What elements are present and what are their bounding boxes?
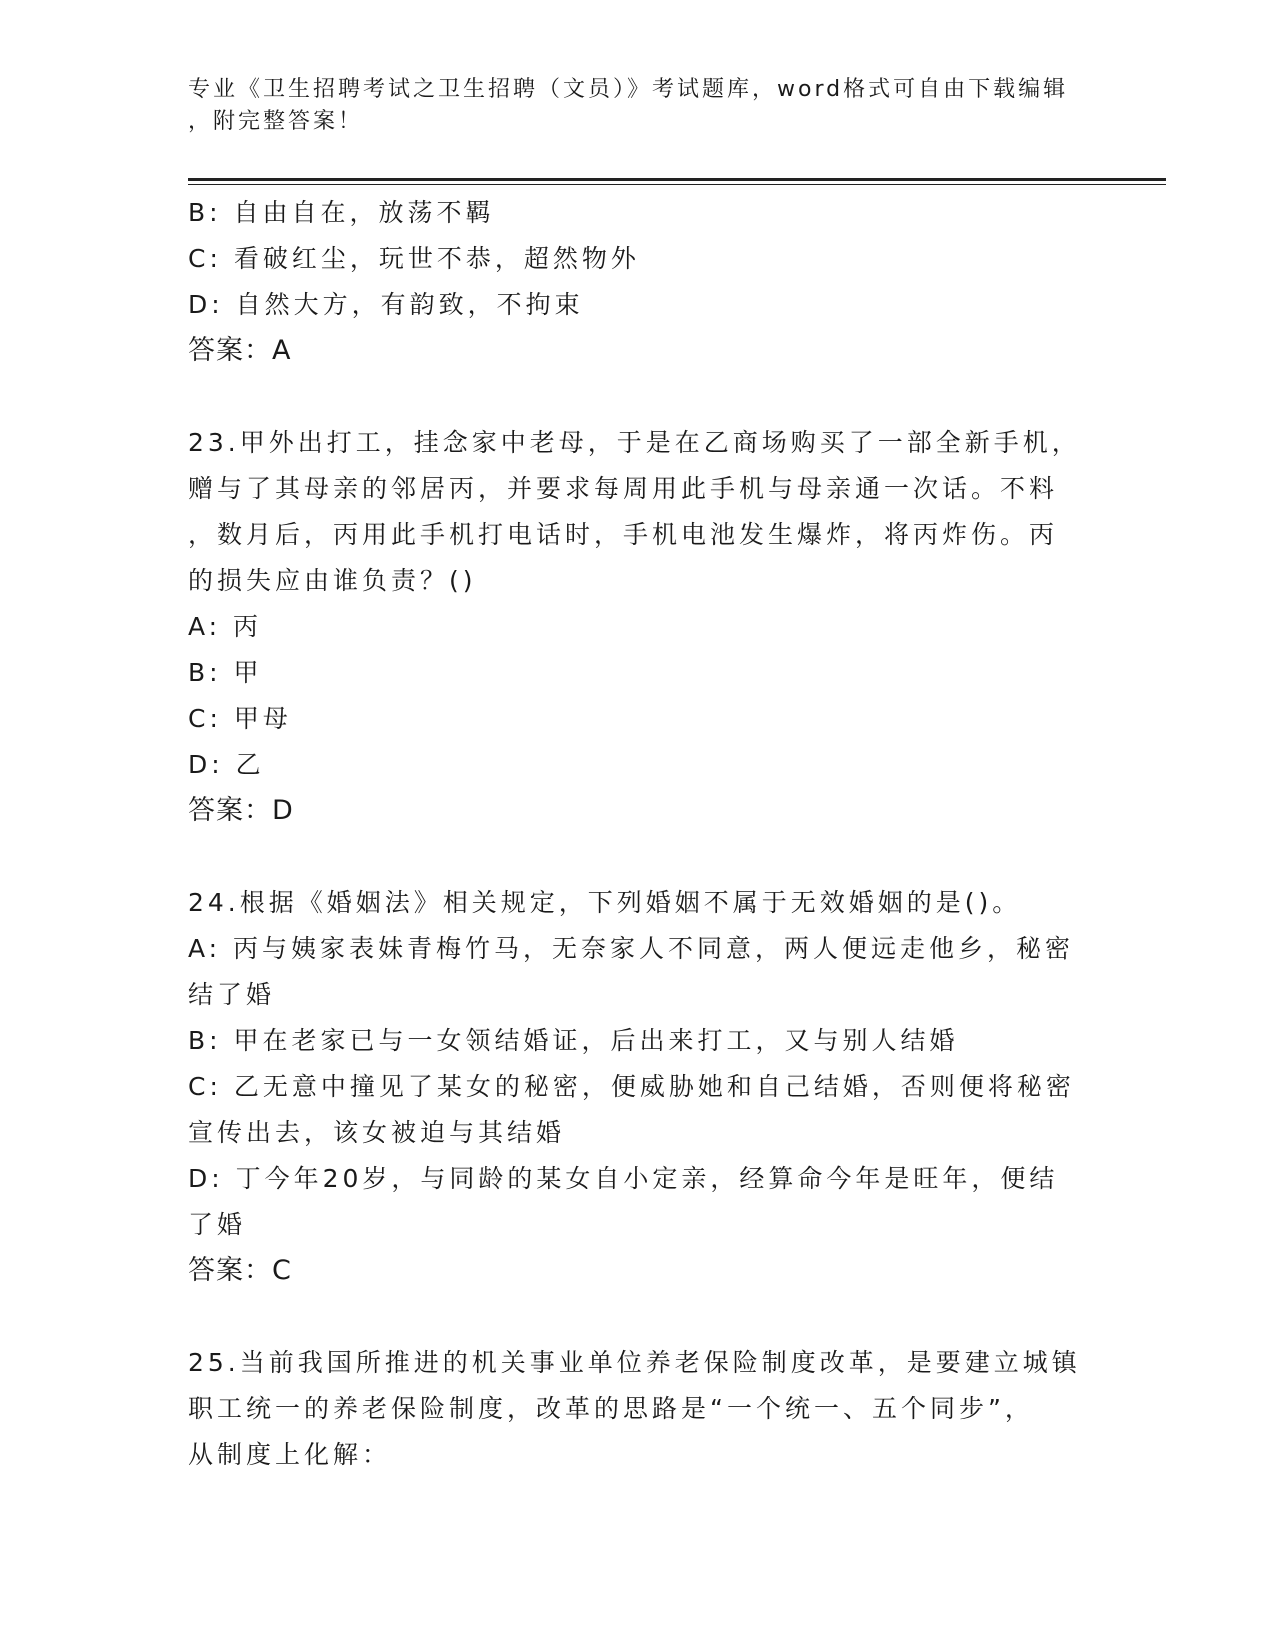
question-stem: 从制度上化解：: [188, 1440, 392, 1469]
question-stem: 25.当前我国所推进的机关事业单位养老保险制度改革，是要建立城镇: [188, 1348, 1081, 1377]
header-rule-thick: [188, 178, 1166, 181]
option-d-continued: 了婚: [188, 1210, 247, 1239]
question-stem: 的损失应由谁负责？(): [188, 566, 477, 595]
question-25: [188, 1340, 1088, 1478]
question-24: [188, 880, 1088, 1294]
question-stem: 23.甲外出打工，挂念家中老母，于是在乙商场购买了一部全新手机，: [188, 428, 1081, 457]
option-b: B: 甲: [188, 658, 263, 687]
option-c-continued: 宣传出去，该女被迫与其结婚: [188, 1118, 566, 1147]
header-rule-thin: [188, 184, 1166, 185]
header-line-2: ，附完整答案！: [188, 109, 364, 134]
answer-label: 答案：D: [188, 795, 294, 826]
option-d: D: 乙: [188, 750, 265, 779]
option-b: B: 自由自在，放荡不羁: [188, 198, 495, 227]
question-stem: 赠与了其母亲的邻居丙，并要求每周用此手机与母亲通一次话。不料: [188, 474, 1059, 503]
option-b: B: 甲在老家已与一女领结婚证，后出来打工，又与别人结婚: [188, 1026, 959, 1055]
spacer: [188, 374, 1088, 420]
option-c: C: 看破红尘，玩世不恭，超然物外: [188, 244, 640, 273]
option-c: C: 甲母: [188, 704, 292, 733]
question-stem: ，数月后，丙用此手机打电话时，手机电池发生爆炸，将丙炸伤。丙: [188, 520, 1059, 549]
question-stem: 24.根据《婚姻法》相关规定，下列婚姻不属于无效婚姻的是()。: [188, 888, 1022, 917]
option-d: D: 自然大方，有韵致，不拘束: [188, 290, 584, 319]
option-a: A: 丙: [188, 612, 263, 641]
option-d: D: 丁今年20岁，与同龄的某女自小定亲，经算命今年是旺年，便结: [188, 1164, 1059, 1193]
option-a-continued: 结了婚: [188, 980, 276, 1009]
question-22: [188, 190, 1088, 374]
answer-label: 答案：A: [188, 335, 292, 366]
document-header: [188, 74, 1078, 138]
option-a: A: 丙与姨家表妹青梅竹马，无奈家人不同意，两人便远走他乡，秘密: [188, 934, 1075, 963]
spacer: [188, 1294, 1088, 1340]
option-c: C: 乙无意中撞见了某女的秘密，便威胁她和自己结婚，否则便将秘密: [188, 1072, 1075, 1101]
document-body: [188, 190, 1088, 1478]
answer-label: 答案：C: [188, 1255, 292, 1286]
question-23: [188, 420, 1088, 834]
header-line-1: 专业《卫生招聘考试之卫生招聘（文员）》考试题库，word格式可自由下载编辑: [188, 77, 1069, 102]
spacer: [188, 834, 1088, 880]
question-stem: 职工统一的养老保险制度，改革的思路是“一个统一、五个同步”，: [188, 1394, 1034, 1423]
